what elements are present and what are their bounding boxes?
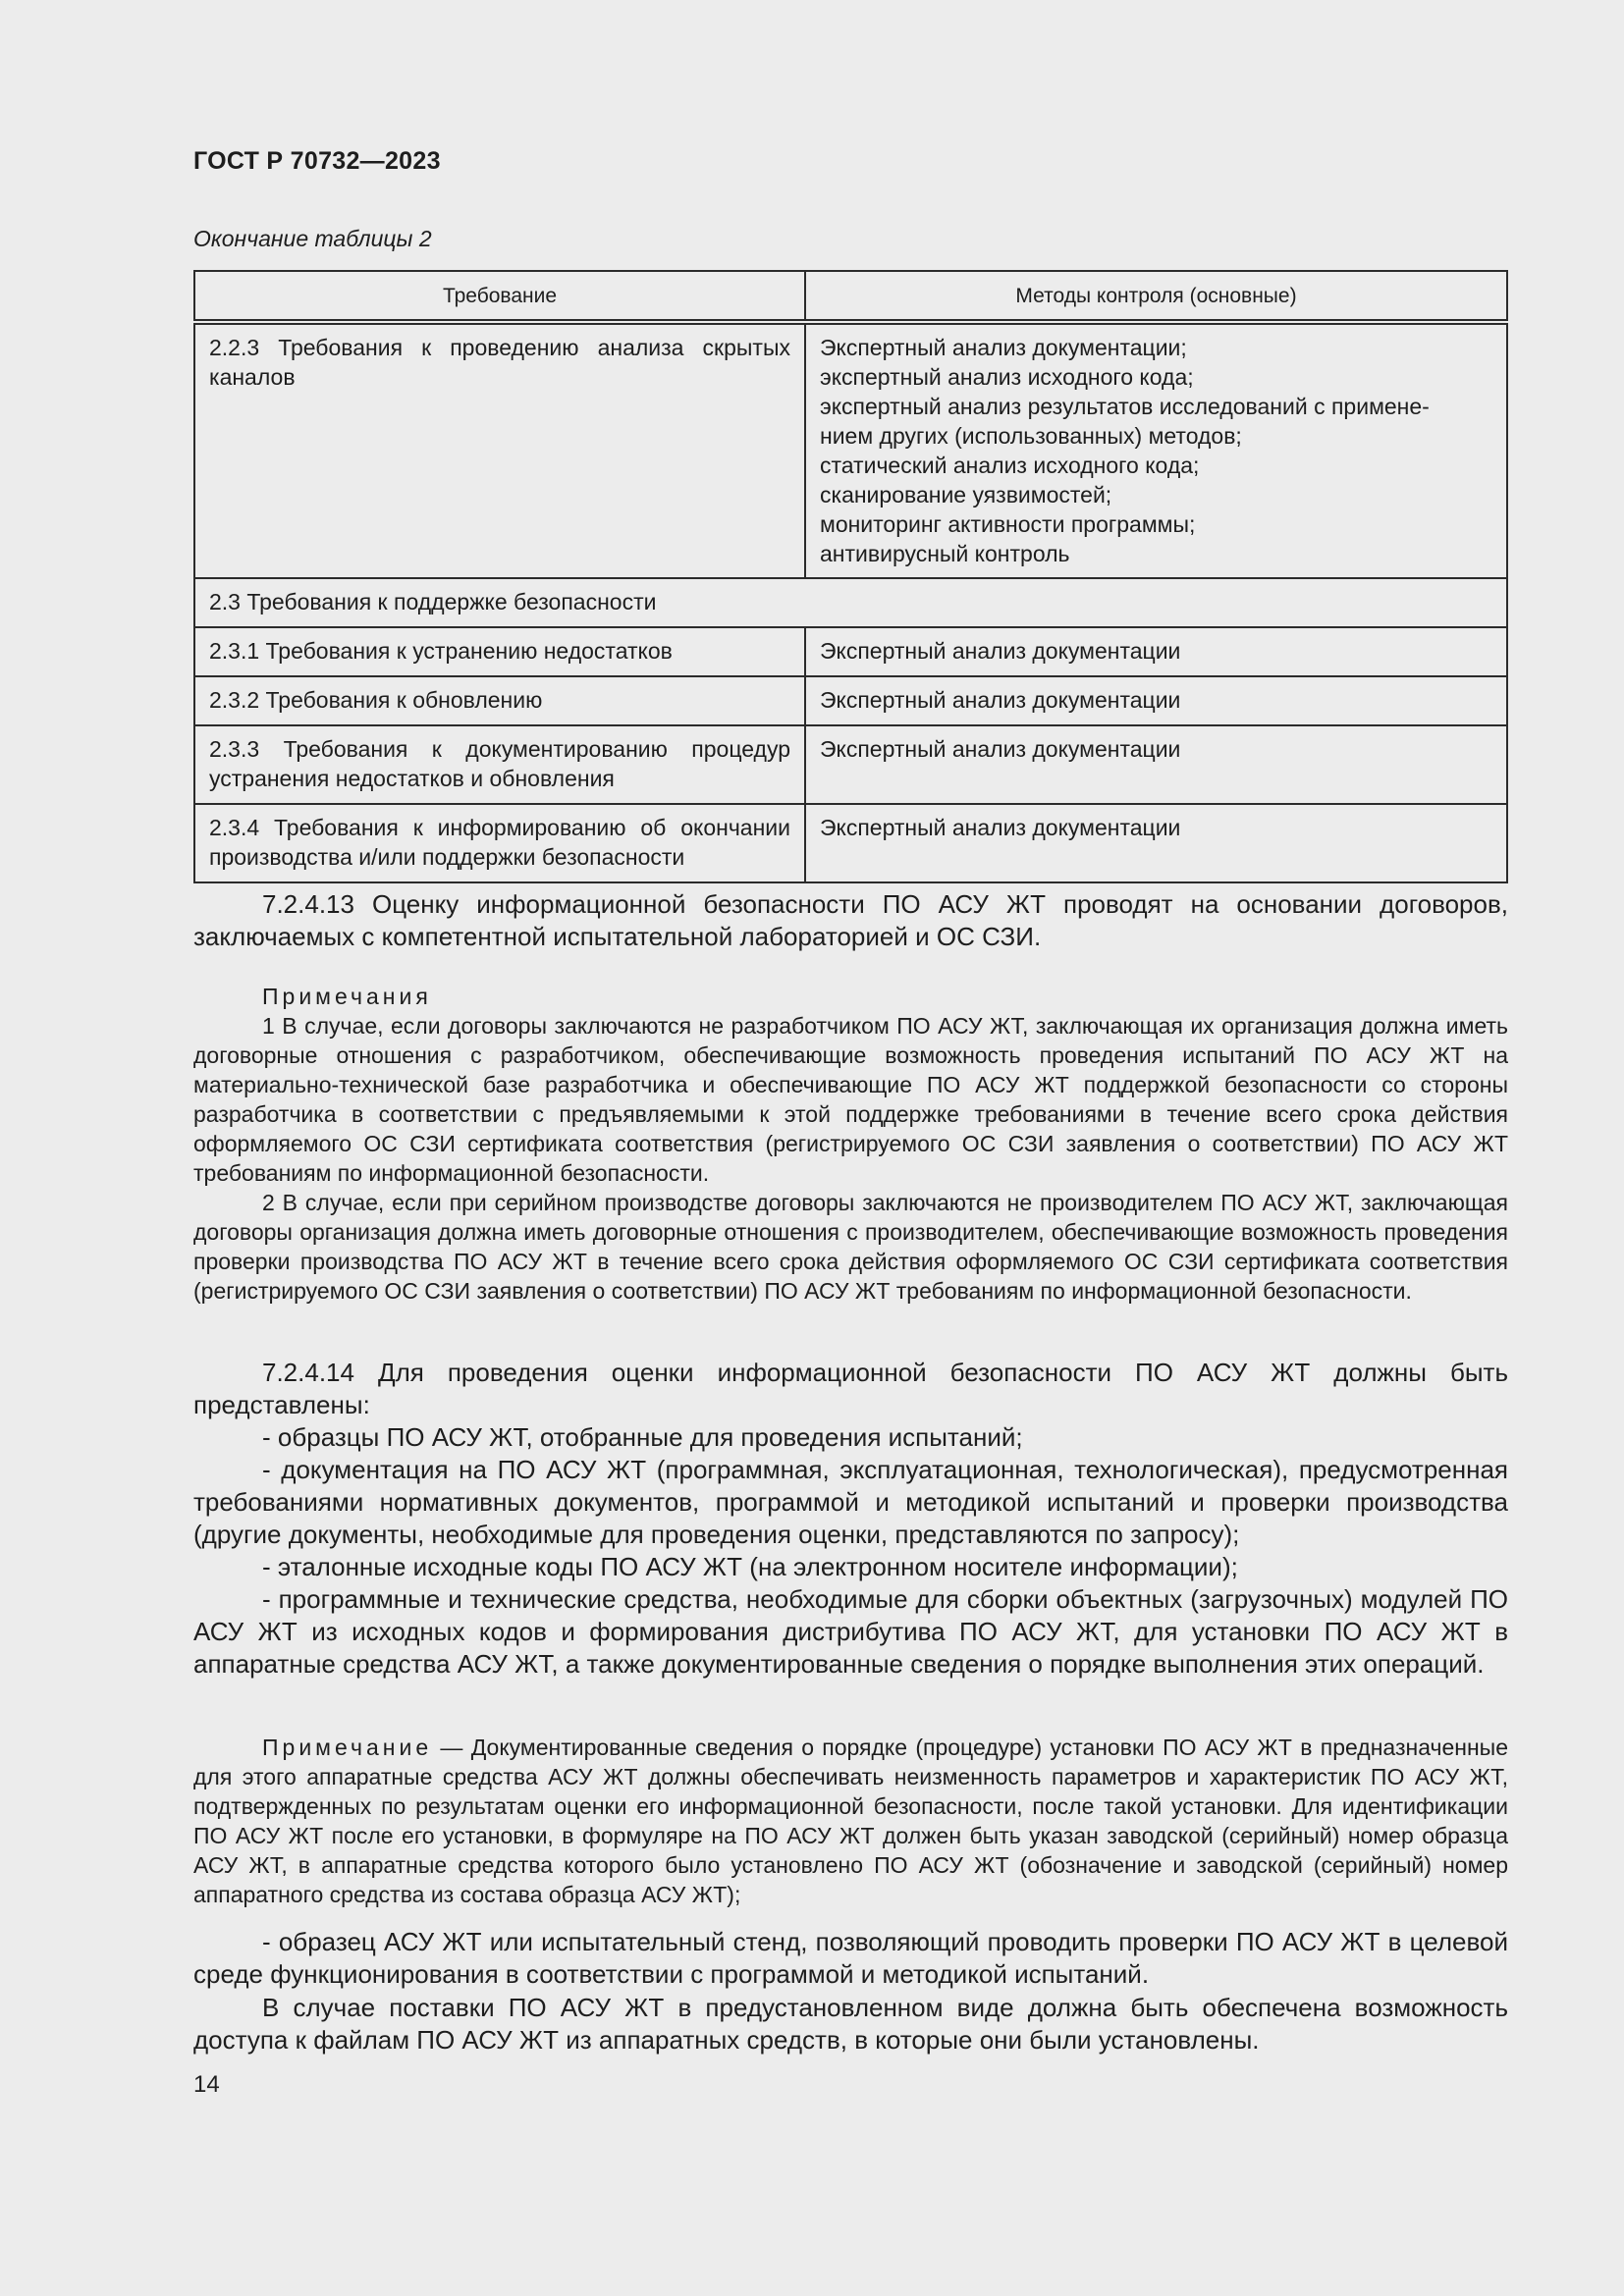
table-row — [194, 725, 1507, 804]
note-3 — [193, 1733, 1508, 1909]
methods-cell — [805, 322, 1507, 578]
table-row — [194, 804, 1507, 882]
methods-cell: Экспертный анализ документации — [805, 627, 1507, 676]
method-line: экспертный анализ результатов исследований с примене- — [820, 394, 1430, 419]
requirement-cell: 2.2.3 Требования к проведению анализа скрытых каналов — [194, 322, 805, 578]
requirement-cell: 2.3.3 Требования к документированию процедур устранения недостатков и обновления — [194, 725, 805, 804]
notes-title: Примечания — [262, 984, 432, 1009]
note-3-text: — Документированные сведения о порядке (процедуре) установки ПО АСУ ЖТ в предназначенные для этого аппаратные средства АСУ ЖТ должны обеспечивать неизменность параметров и характеристик ПО АСУ ЖТ, подтвержденных по результатам оценки его информационной безопасности, после такой установки. Для идентификации ПО АСУ ЖТ после его установки, в формуляре на ПО АСУ ЖТ должен быть указан заводской (серийный) номер образца АСУ ЖТ, в аппаратные средства которого было установлено ПО АСУ ЖТ (обозначение и заводской (серийный) номер аппаратного средства из состава образца АСУ ЖТ); — [193, 1735, 1508, 1907]
note-1: 1 В случае, если договоры заключаются не разработчиком ПО АСУ ЖТ, заключающая их организация должна иметь договорные отношения с разработчиком, обеспечивающие возможность проведения испытаний ПО АСУ ЖТ на материально-технической базе разработчика и обеспечивающие ПО АСУ ЖТ поддержкой безопасности со стороны разработчика в соответствии с предъявляемыми к этой поддержке требованиями в течение всего срока действия оформляемого ОС СЗИ сертификата соответствия (регистрируемого ОС СЗИ заявления о соответствии) ПО АСУ ЖТ требованиям по информационной безопасности. — [193, 1013, 1508, 1186]
method-line: статический анализ исходного кода; — [820, 453, 1200, 478]
method-line: нием других (использованных) методов; — [820, 423, 1242, 449]
requirements-table — [193, 270, 1508, 883]
methods-cell: Экспертный анализ документации — [805, 676, 1507, 725]
table-header-row — [194, 271, 1507, 322]
column-header-requirement: Требование — [194, 271, 805, 322]
paragraph-7-2-4-13: 7.2.4.13 Оценку информационной безопасности ПО АСУ ЖТ проводят на основании договоров, заключаемых с компетентной испытательной лабораторией и ОС СЗИ. — [193, 889, 1508, 951]
page-number: 14 — [193, 2071, 220, 2098]
list-item: - образец АСУ ЖТ или испытательный стенд, позволяющий проводить проверки ПО АСУ ЖТ в целевой среде функционирования в соответствии с программой и методикой испытаний. — [193, 1927, 1508, 1989]
requirement-cell: 2.3.2 Требования к обновлению — [194, 676, 805, 725]
table-row — [194, 322, 1507, 578]
method-line: антивирусный контроль — [820, 541, 1070, 566]
method-line: сканирование уязвимостей; — [820, 482, 1112, 507]
method-line: экспертный анализ исходного кода; — [820, 364, 1194, 390]
methods-cell: Экспертный анализ документации — [805, 804, 1507, 882]
column-header-methods: Методы контроля (основные) — [805, 271, 1507, 322]
list-item: - программные и технические средства, необходимые для сборки объектных (загрузочных) модулей ПО АСУ ЖТ из исходных кодов и формирования дистрибутива ПО АСУ ЖТ, для установки ПО АСУ ЖТ в аппаратные средства АСУ ЖТ, а также документированные сведения о порядке выполнения этих операций. — [193, 1584, 1508, 1679]
methods-cell: Экспертный анализ документации — [805, 725, 1507, 804]
section-cell: 2.3 Требования к поддержке безопасности — [194, 578, 1507, 627]
requirement-cell: 2.3.4 Требования к информированию об окончании производства и/или поддержки безопасности — [194, 804, 805, 882]
list-item: - образцы ПО АСУ ЖТ, отобранные для проведения испытаний; — [262, 1422, 1023, 1452]
table-section-row — [194, 578, 1507, 627]
note-3-label: Примечание — [262, 1735, 433, 1760]
method-line: Экспертный анализ документации; — [820, 335, 1187, 360]
requirement-cell: 2.3.1 Требования к устранению недостатков — [194, 627, 805, 676]
list-item: - документация на ПО АСУ ЖТ (программная, эксплуатационная, технологическая), предусмотренная требованиями нормативных документов, программой и методикой испытаний и проверки производства (другие документы, необходимые для проведения оценки, представляются по запросу); — [193, 1455, 1508, 1549]
final-paragraph: В случае поставки ПО АСУ ЖТ в предустановленном виде должна быть обеспечена возможность доступа к файлам ПО АСУ ЖТ из аппаратных средств, в которые они были установлены. — [193, 1993, 1508, 2055]
standard-header: ГОСТ Р 70732—2023 — [193, 147, 441, 175]
paragraph-7-2-4-14: 7.2.4.14 Для проведения оценки информационной безопасности ПО АСУ ЖТ должны быть представлены: — [193, 1358, 1508, 1419]
list-item: - эталонные исходные коды ПО АСУ ЖТ (на электронном носителе информации); — [262, 1552, 1238, 1581]
method-line: мониторинг активности программы; — [820, 511, 1196, 537]
table-row — [194, 676, 1507, 725]
note-2: 2 В случае, если при серийном производстве договоры заключаются не производителем ПО АСУ ЖТ, заключающая договоры организация должна иметь договорные отношения с производителем, обеспечивающие возможность проведения проверки производства ПО АСУ ЖТ в течение всего срока действия оформляемого ОС СЗИ сертификата соответствия (регистрируемого ОС СЗИ заявления о соответствии) ПО АСУ ЖТ требованиям по информационной безопасности. — [193, 1190, 1508, 1304]
table-caption: Окончание таблицы 2 — [193, 226, 432, 251]
table-row — [194, 627, 1507, 676]
